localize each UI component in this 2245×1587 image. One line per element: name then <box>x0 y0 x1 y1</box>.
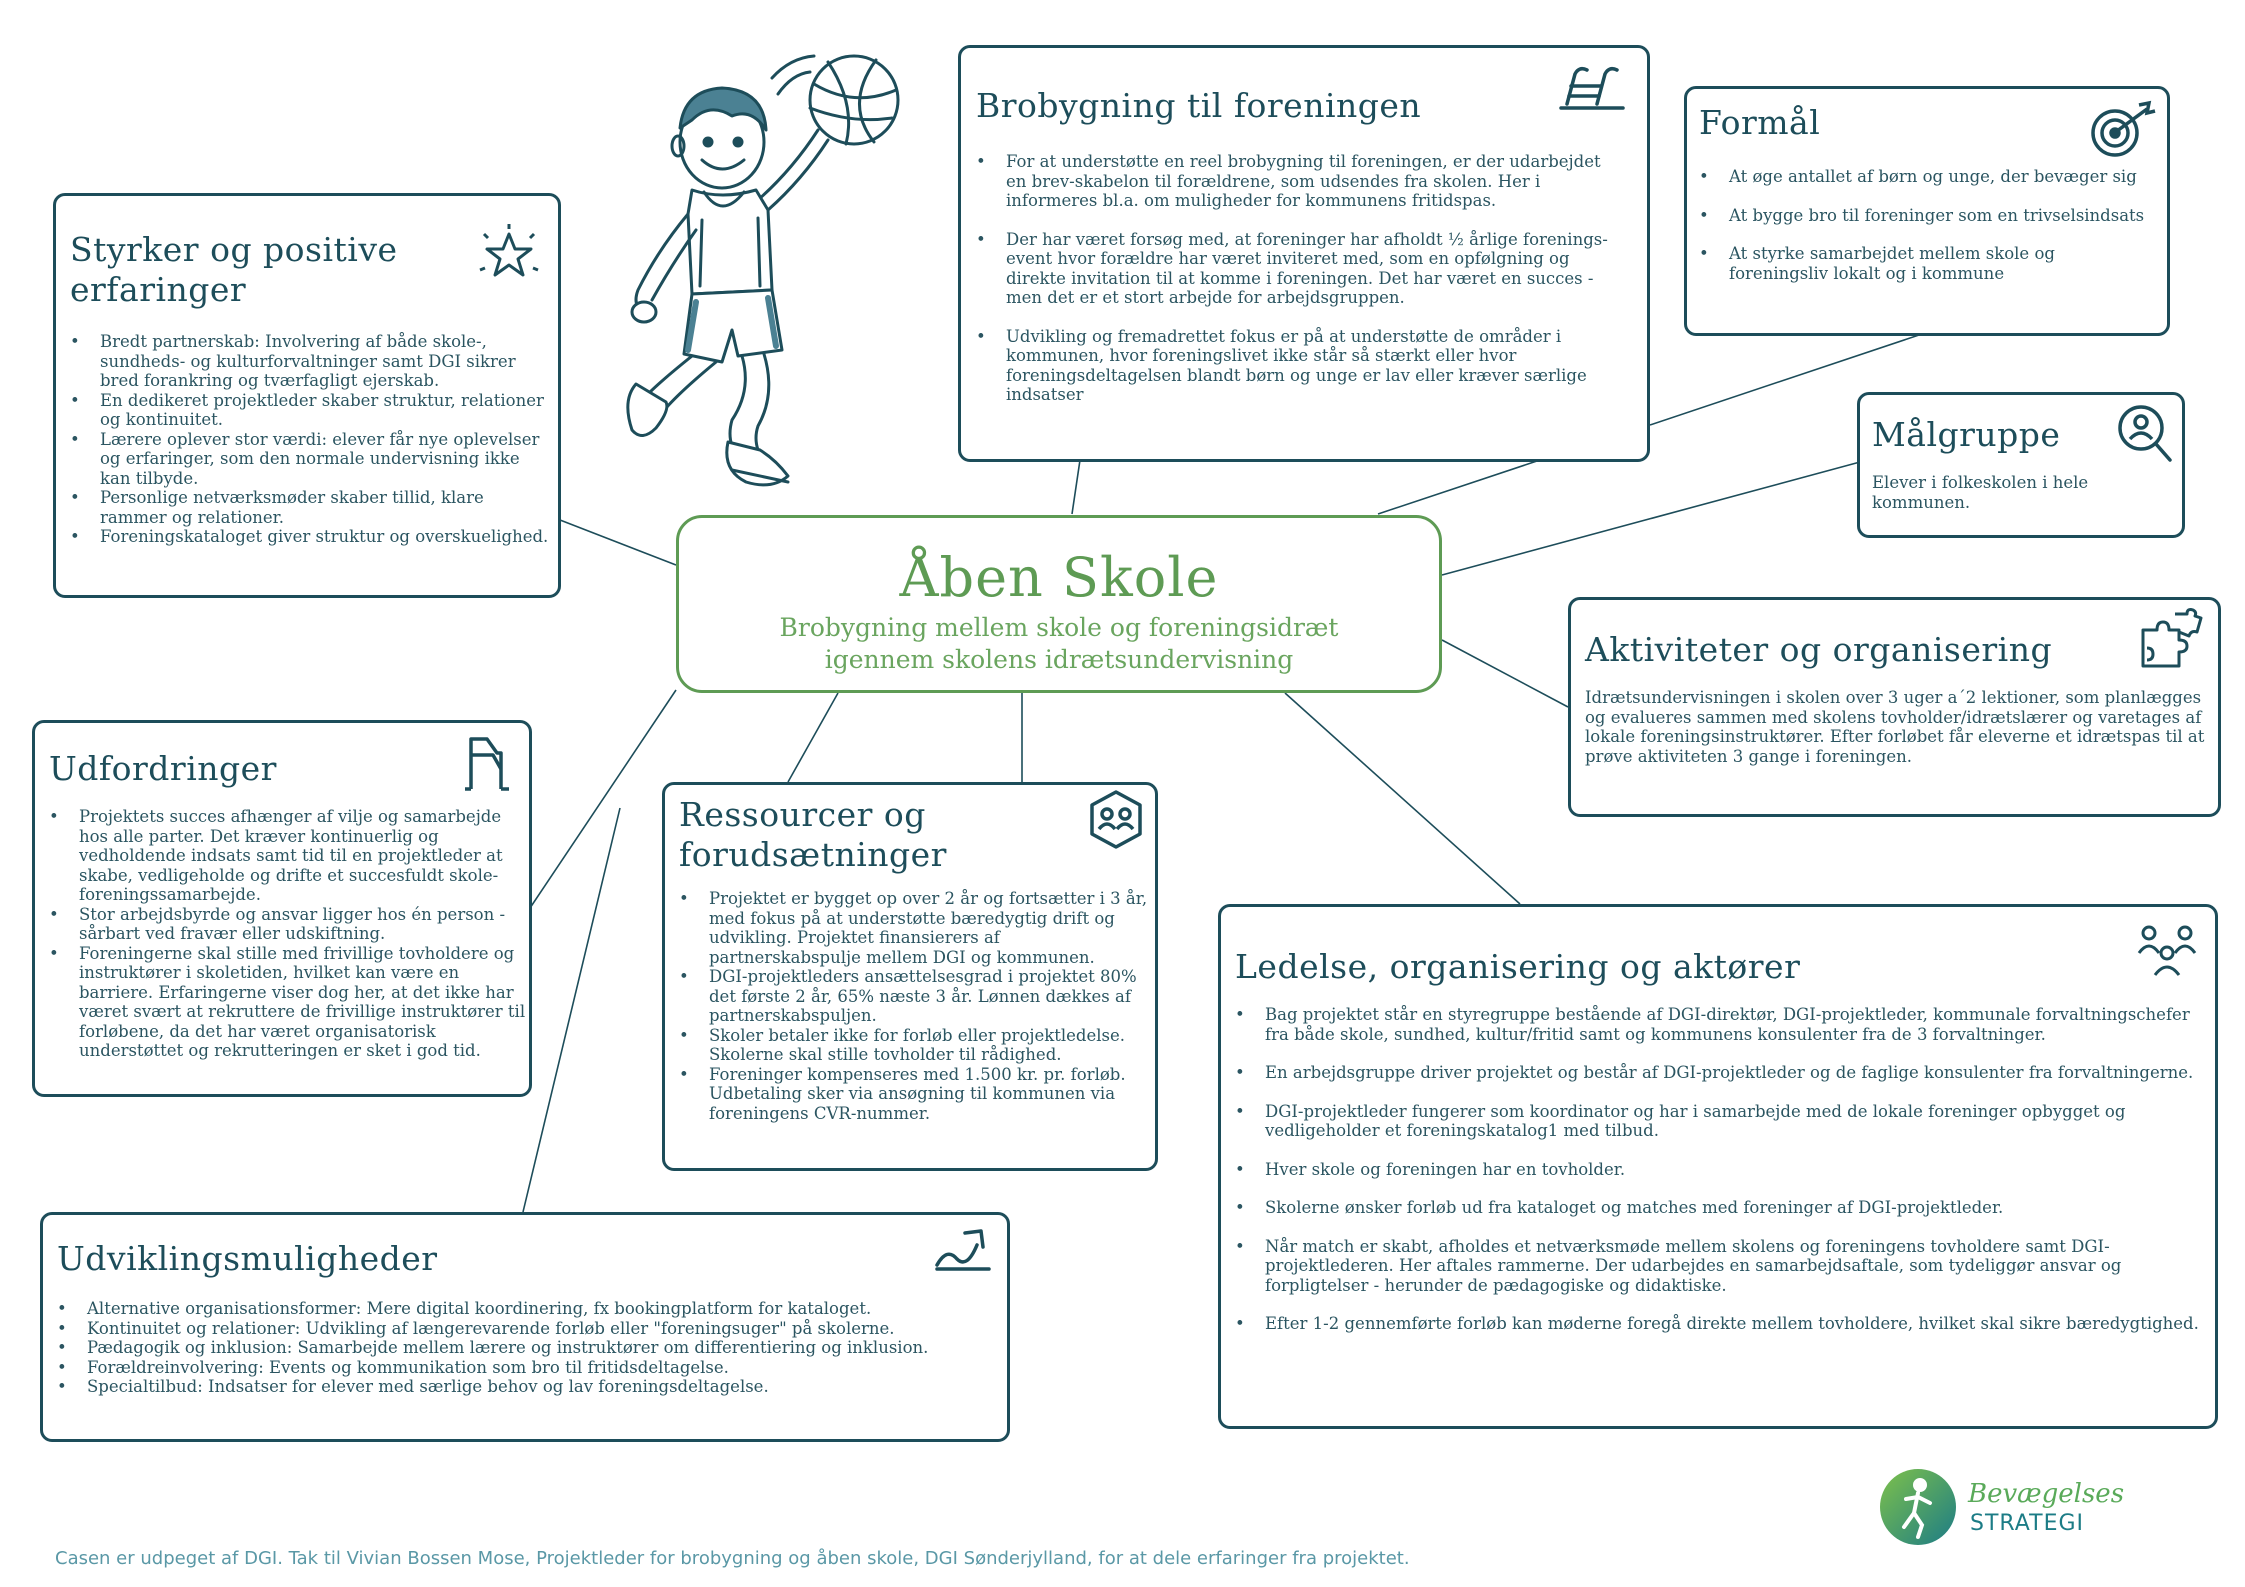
ressourcer-title-line1: Ressourcer og <box>679 795 926 834</box>
ledelse-title: Ledelse, organisering og aktører <box>1235 947 1801 986</box>
ressourcer-item: • Skoler betaler ikke for forløb eller projektledelse. Skolerne skal stille tovholder til rådighed. <box>679 1026 1149 1065</box>
udfordringer-item: • Stor arbejdsbyrde og ansvar ligger hos én person - sårbart ved fravær eller udskiftning. <box>49 905 529 944</box>
search-person-icon <box>2116 403 2174 465</box>
styrker-item: • Bredt partnerskab: Involvering af både skole-, sundheds- og kulturforvaltninger samt DGI sikrer bred forankring og tværfagligt ejerskab. <box>70 332 550 391</box>
ressourcer-item: • Projektet er bygget op over 2 år og fortsætter i 3 år, med fokus på at understøtte bæredygtig drift og udvikling. Projektet finansierers af partnerskabspulje mellem DGI og kommunen. <box>679 889 1149 967</box>
center-subtitle-line1: Brobygning mellem skole og foreningsidræt <box>779 613 1339 642</box>
star-icon <box>476 222 542 288</box>
brobygning-title: Brobygning til foreningen <box>976 86 1422 125</box>
center-title-box <box>676 515 1442 693</box>
target-icon <box>2087 99 2159 159</box>
udfordringer-item: • Foreningerne skal stille med frivillige tovholdere og instruktører i skoletiden, hvilket kan være en barriere. Erfaringerne viser dog her, at det ikke har været svært at rekruttere de frivillige instruktører til forløbene, da det har været organisatorisk understøttet og rekrutteringen er sket i god tid. <box>49 944 529 1061</box>
ledelse-item: • En arbejdsgruppe driver projektet og består af DGI-projektleder og de faglige konsulenter fra forvaltningerne. <box>1235 1063 2207 1083</box>
swimming-pool-ladder-icon <box>1557 64 1629 114</box>
aktiviteter-title: Aktiviteter og organisering <box>1585 630 2053 669</box>
maalgruppe-title: Målgruppe <box>1872 415 2061 454</box>
ressourcer-item: • DGI-projektleders ansættelsesgrad i projektet 80% det første 2 år, 65% næste 3 år. Lønnen dækkes af partnerskabspuljen. <box>679 967 1149 1026</box>
puzzle-icon <box>2139 608 2205 674</box>
styrker-box <box>53 193 561 598</box>
ledelse-item: • Skolerne ønsker forløb ud fra kataloget og matches med foreninger af DGI-projektleder. <box>1235 1198 2207 1218</box>
udfordringer-item: • Projektets succes afhænger af vilje og samarbejde hos alle parter. Det kræver kontinuerlig og vedholdende indsats samt tid til en projektleder at skabe, vedligeholde og drifte et succesfuldt skole-foreningssamarbejde. <box>49 807 529 905</box>
styrker-title-line1: Styrker og positive <box>70 230 398 269</box>
ledelse-box <box>1218 904 2218 1429</box>
udvikling-item: • Specialtilbud: Indsatser for elever med særlige behov og lav foreningsdeltagelse. <box>57 1377 997 1397</box>
udvikling-item: • Pædagogik og inklusion: Samarbejde mellem lærere og instruktører om differentiering og inklusion. <box>57 1338 997 1358</box>
styrker-item: • En dedikeret projektleder skaber struktur, relationer og kontinuitet. <box>70 391 550 430</box>
ledelse-item: • Bag projektet står en styregruppe bestående af DGI-direktør, DGI-projektleder, kommunale forvaltningschefer fra både skole, sundhed, kultur/fritid samt og kommunens konsulenter fra de 3 forvaltninger. <box>1235 1005 2207 1044</box>
basketball-player-illustration <box>592 50 912 490</box>
formaal-box <box>1684 86 2170 336</box>
ressourcer-title <box>679 795 947 875</box>
arrow-up-right-icon <box>933 1225 993 1273</box>
ressourcer-title-line2: forudsætninger <box>679 835 947 874</box>
aktiviteter-text: Idrætsundervisningen i skolen over 3 uger a´2 lektioner, som planlægges og evalueres sammen med skolens tovholder/idrætslærer og varetages af lokale foreningsinstruktører. Efter forløbet får eleverne et idrætspas til at prøve aktiviteten 3 gange i foreningen. <box>1585 688 2205 766</box>
ledelse-item: • Hver skole og foreningen har en tovholder. <box>1235 1160 2207 1180</box>
ledelse-item: • Efter 1-2 gennemførte forløb kan møderne foregå direkte mellem tovholdere, hvilket skal sikre bæredygtighed. <box>1235 1314 2207 1334</box>
styrker-title-line2: erfaringer <box>70 270 247 309</box>
brobygning-item: • For at understøtte en reel brobygning til foreningen, er der udarbejdet en brev-skabelon til forældrene, som udsendes fra skolen. Her i informeres bl.a. om muligheder for kommunens fritidspas. <box>976 152 1626 211</box>
udvikling-box <box>40 1212 1010 1442</box>
ledelse-item: • Når match er skabt, afholdes et netværksmøde mellem skolens og foreningens tovholdere samt DGI-projektlederen. Her aftales rammerne. Der udarbejdes en samarbejdsaftale, som tydeliggør ansvar og forpligtelser - herunder de pædagogiske og didaktiske. <box>1235 1237 2207 1296</box>
maalgruppe-box <box>1857 392 2185 538</box>
styrker-item: • Personlige netværksmøder skaber tillid, klare rammer og relationer. <box>70 488 550 527</box>
udvikling-title: Udviklingsmuligheder <box>57 1239 438 1278</box>
ressourcer-box <box>662 782 1158 1171</box>
logo <box>1878 1465 2138 1555</box>
footer-credit: Casen er udpeget af DGI. Tak til Vivian Bossen Mose, Projektleder for brobygning og åben skole, DGI Sønderjylland, for at dele erfaringer fra projektet. <box>55 1548 1410 1569</box>
udvikling-item: • Forældreinvolvering: Events og kommunikation som bro til fritidsdeltagelse. <box>57 1358 997 1378</box>
team-icon <box>2137 923 2197 979</box>
people-hexagon-icon <box>1087 789 1145 851</box>
udvikling-item: • Alternative organisationsformer: Mere digital koordinering, fx bookingplatform for kataloget. <box>57 1299 997 1319</box>
brobygning-item: • Der har været forsøg med, at foreninger har afholdt ½ årlige forenings-event hvor forældre har været inviteret med, som en opfølgning og direkte invitation til at komme i foreningen. Det har været en succes - men det er et stort arbejde for arbejdsgruppen. <box>976 230 1626 308</box>
center-title: Åben Skole <box>899 546 1219 609</box>
styrker-item: • Lærere oplever stor værdi: elever får nye oplevelser og erfaringer, som den normale undervisning ikke kan tilbyde. <box>70 430 550 489</box>
aktiviteter-box <box>1568 597 2221 817</box>
maalgruppe-text: Elever i folkeskolen i hele kommunen. <box>1872 473 2089 512</box>
logo-line2: STRATEGI <box>1970 1511 2085 1536</box>
udfordringer-title: Udfordringer <box>49 749 277 788</box>
formaal-item: • At bygge bro til foreninger som en trivselsindsats <box>1699 206 2159 226</box>
hurdle-icon <box>463 733 513 791</box>
brobygning-item: • Udvikling og fremadrettet fokus er på at understøtte de områder i kommunen, hvor foreningslivet ikke står så stærkt eller hvor foreningsdeltagelsen blandt børn og unge er lav eller kræver særlige indsatser <box>976 327 1626 405</box>
udfordringer-box <box>32 720 532 1097</box>
formaal-item: • At øge antallet af børn og unge, der bevæger sig <box>1699 167 2159 187</box>
center-subtitle-line2: igennem skolens idrætsundervisning <box>824 645 1294 674</box>
ledelse-item: • DGI-projektleder fungerer som koordinator og har i samarbejde med de lokale foreninger opbygget og vedligeholder et foreningskatalog1 med tilbud. <box>1235 1102 2207 1141</box>
brobygning-box <box>958 45 1650 462</box>
ressourcer-item: • Foreninger kompenseres med 1.500 kr. pr. forløb. Udbetaling sker via ansøgning til kommunen via foreningens CVR-nummer. <box>679 1065 1149 1124</box>
formaal-item: • At styrke samarbejdet mellem skole og foreningsliv lokalt og i kommune <box>1699 244 2159 283</box>
styrker-item: • Foreningskataloget giver struktur og overskuelighed. <box>70 527 550 547</box>
logo-line1: Bevægelses <box>1968 1479 2125 1509</box>
udvikling-item: • Kontinuitet og relationer: Udvikling af længerevarende forløb eller "foreningsuger" på skolerne. <box>57 1319 997 1339</box>
styrker-title <box>70 230 398 310</box>
formaal-title: Formål <box>1699 103 1821 142</box>
running-person-logo <box>1878 1467 1958 1547</box>
